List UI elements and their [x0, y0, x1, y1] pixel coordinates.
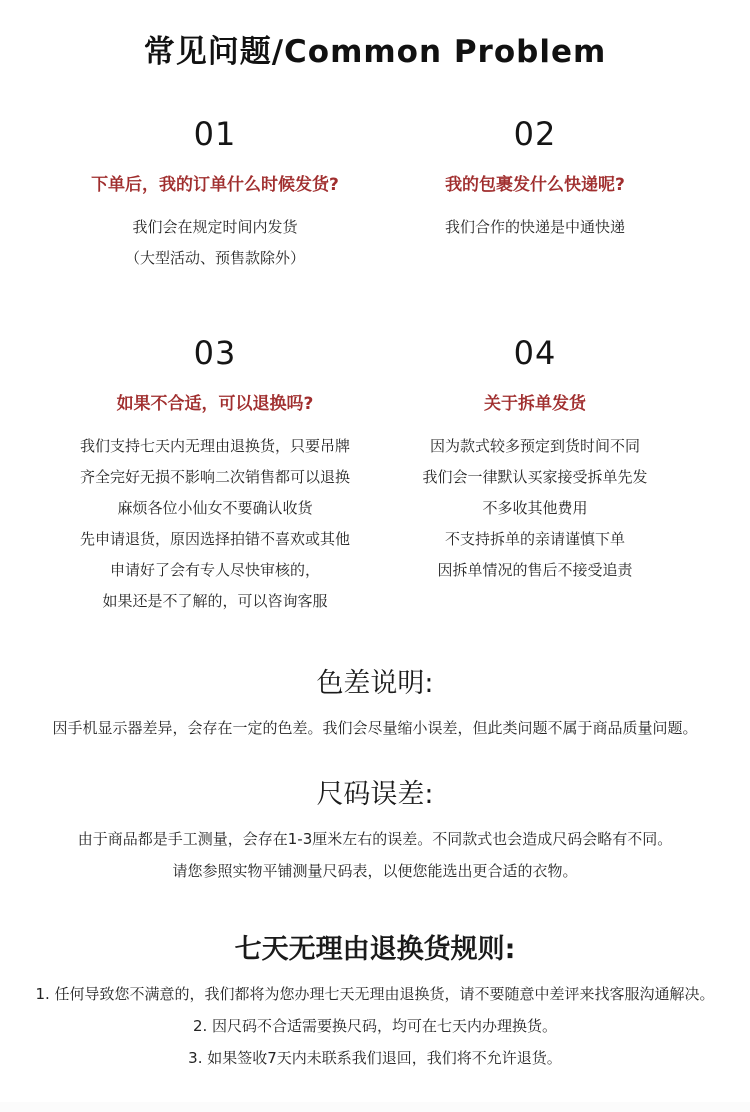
faq-row-top	[55, 115, 695, 274]
faq-item-03	[55, 334, 375, 617]
faq-question-02: 我的包裹发什么快递呢?	[445, 175, 625, 195]
notice-body-size-tolerance	[0, 823, 750, 887]
notice-title-color-difference: 色差说明:	[316, 668, 434, 699]
notice-body-color-difference	[0, 712, 750, 744]
notice-line: 1. 任何导致您不满意的，我们都将为您办理七天无理由退换货，请不要随意中差评来找客服沟通解决。	[35, 985, 715, 1003]
faq-answer-line: 如果还是不了解的，可以咨询客服	[102, 592, 328, 610]
faq-number-02: 02	[513, 115, 557, 153]
faq-question-01: 下单后，我的订单什么时候发货?	[91, 175, 339, 195]
faq-answer-line: 申请好了会有专人尽快审核的，	[109, 561, 320, 579]
notice-line: 请您参照实物平铺测量尺码表，以便您能选出更合适的衣物。	[172, 862, 578, 880]
faq-item-02	[375, 115, 695, 274]
faq-answer-02	[375, 212, 695, 243]
notice-line: 2. 因尺码不合适需要换尺码，均可在七天内办理换货。	[192, 1017, 558, 1035]
faq-answer-line: 因拆单情况的售后不接受追责	[437, 561, 633, 579]
bottom-strip	[0, 1102, 750, 1112]
faq-item-04	[375, 334, 695, 617]
faq-number-01: 01	[193, 115, 237, 153]
page-title: 常见问题/Common Problem	[143, 34, 607, 70]
faq-answer-line: 麻烦各位小仙女不要确认收货	[117, 499, 313, 517]
notice-line: 3. 如果签收7天内未联系我们退回，我们将不允许退货。	[188, 1049, 562, 1067]
faq-question-03: 如果不合适，可以退换吗?	[116, 394, 314, 414]
faq-answer-line: 先申请退货，原因选择拍错不喜欢或其他	[79, 530, 350, 548]
faq-answer-04	[375, 431, 695, 586]
faq-item-01	[55, 115, 375, 274]
notice-title-return-rules: 七天无理由退换货规则:	[234, 934, 516, 965]
faq-answer-line: 不支持拆单的亲请谨慎下单	[444, 530, 625, 548]
faq-answer-line: 我们会在规定时间内发货	[132, 218, 298, 236]
faq-answer-line: 齐全完好无损不影响二次销售都可以退换	[79, 468, 350, 486]
faq-number-03: 03	[193, 334, 237, 372]
notice-line: 因手机显示器差异，会存在一定的色差。我们会尽量缩小误差，但此类问题不属于商品质量问题。	[52, 719, 698, 737]
faq-answer-line: 我们支持七天内无理由退换货，只要吊牌	[79, 437, 350, 455]
notice-title-size-tolerance: 尺码误差:	[316, 779, 434, 810]
faq-number-04: 04	[513, 334, 557, 372]
faq-row-bottom	[55, 334, 695, 617]
notice-line: 由于商品都是手工测量，会存在1-3厘米左右的误差。不同款式也会造成尺码会略有不同。	[77, 830, 673, 848]
faq-answer-line: 我们合作的快递是中通快递	[444, 218, 625, 236]
faq-answer-01	[55, 212, 375, 274]
faq-answer-line: 我们会一律默认买家接受拆单先发	[422, 468, 648, 486]
faq-answer-line: （大型活动、预售款除外）	[124, 249, 305, 267]
faq-answer-line: 不多收其他费用	[482, 499, 588, 517]
faq-question-04: 关于拆单发货	[484, 394, 586, 414]
notice-body-return-rules	[0, 978, 750, 1074]
faq-answer-03	[55, 431, 375, 617]
faq-answer-line: 因为款式较多预定到货时间不同	[429, 437, 640, 455]
